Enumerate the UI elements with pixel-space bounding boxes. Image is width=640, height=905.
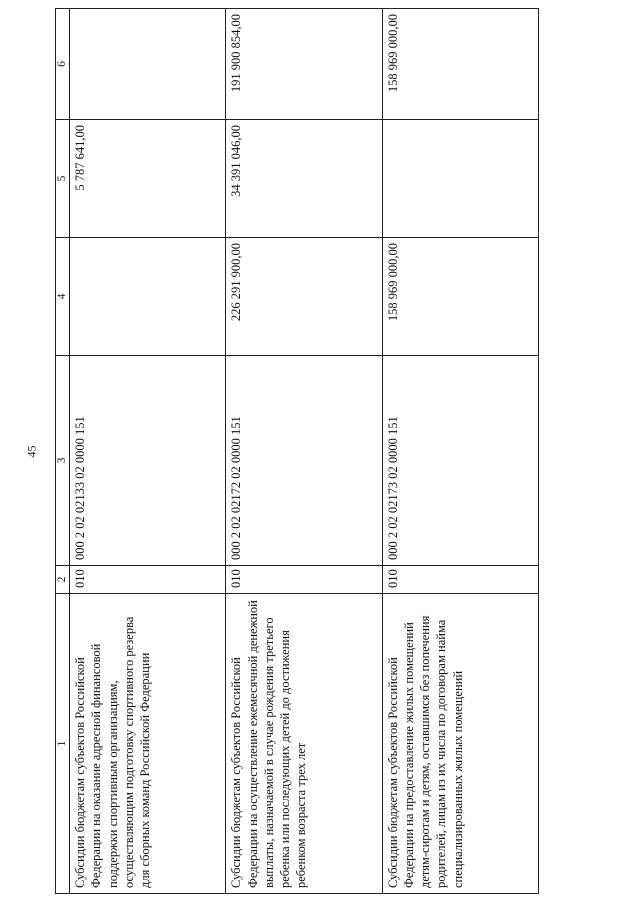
header-cell: 4: [56, 238, 70, 356]
row-col5-cell: 5 787 641,00: [70, 120, 226, 238]
row-admin-cell: 010: [382, 566, 538, 594]
row-name-cell: Субсидии бюджетам субъектов Российской Федерации на осуществление ежемесячной денежной выплаты, назначаемой в случае рождения третьего ребенка или последующих детей до достижения ребенком возраста трех лет: [226, 594, 382, 894]
rotated-table-wrapper: [55, 9, 539, 894]
row-col5-cell: 34 391 046,00: [226, 120, 382, 238]
table-row: [70, 9, 226, 894]
table-header-row: [56, 9, 70, 894]
header-cell: 5: [56, 120, 70, 238]
row-code-cell: 000 2 02 02172 02 0000 151: [226, 356, 382, 566]
header-cell: 3: [56, 356, 70, 566]
row-admin-cell: 010: [226, 566, 382, 594]
row-col4-cell: 158 969 000,00: [382, 238, 538, 356]
row-name-cell: Субсидии бюджетам субъектов Российской Федерации на предоставление жилых помещений детям-сиротам и детям, оставшимся без попечения родителей, лицам из их числа по договорам найма специализированных жилых помещений: [382, 594, 538, 894]
header-cell: 6: [56, 9, 70, 120]
row-admin-cell: 010: [70, 566, 226, 594]
header-cell: 1: [56, 594, 70, 894]
row-code-cell: 000 2 02 02173 02 0000 151: [382, 356, 538, 566]
table-row: [226, 9, 382, 894]
page-number: 45: [24, 445, 39, 458]
row-col4-cell: [70, 238, 226, 356]
row-col5-cell: [382, 120, 538, 238]
budget-table: [55, 8, 539, 894]
row-name-cell: Субсидии бюджетам субъектов Российской Федерации на оказание адресной финансовой поддержки спортивным организациям, осуществляющим подготовку спортивного резерва для сборных команд Российской Федерации: [70, 594, 226, 894]
row-col6-cell: 191 900 854,00: [226, 9, 382, 120]
row-col6-cell: 158 969 000,00: [382, 9, 538, 120]
header-cell: 2: [56, 566, 70, 594]
table-row: [382, 9, 538, 894]
row-code-cell: 000 2 02 02133 02 0000 151: [70, 356, 226, 566]
row-col4-cell: 226 291 900,00: [226, 238, 382, 356]
row-col6-cell: [70, 9, 226, 120]
